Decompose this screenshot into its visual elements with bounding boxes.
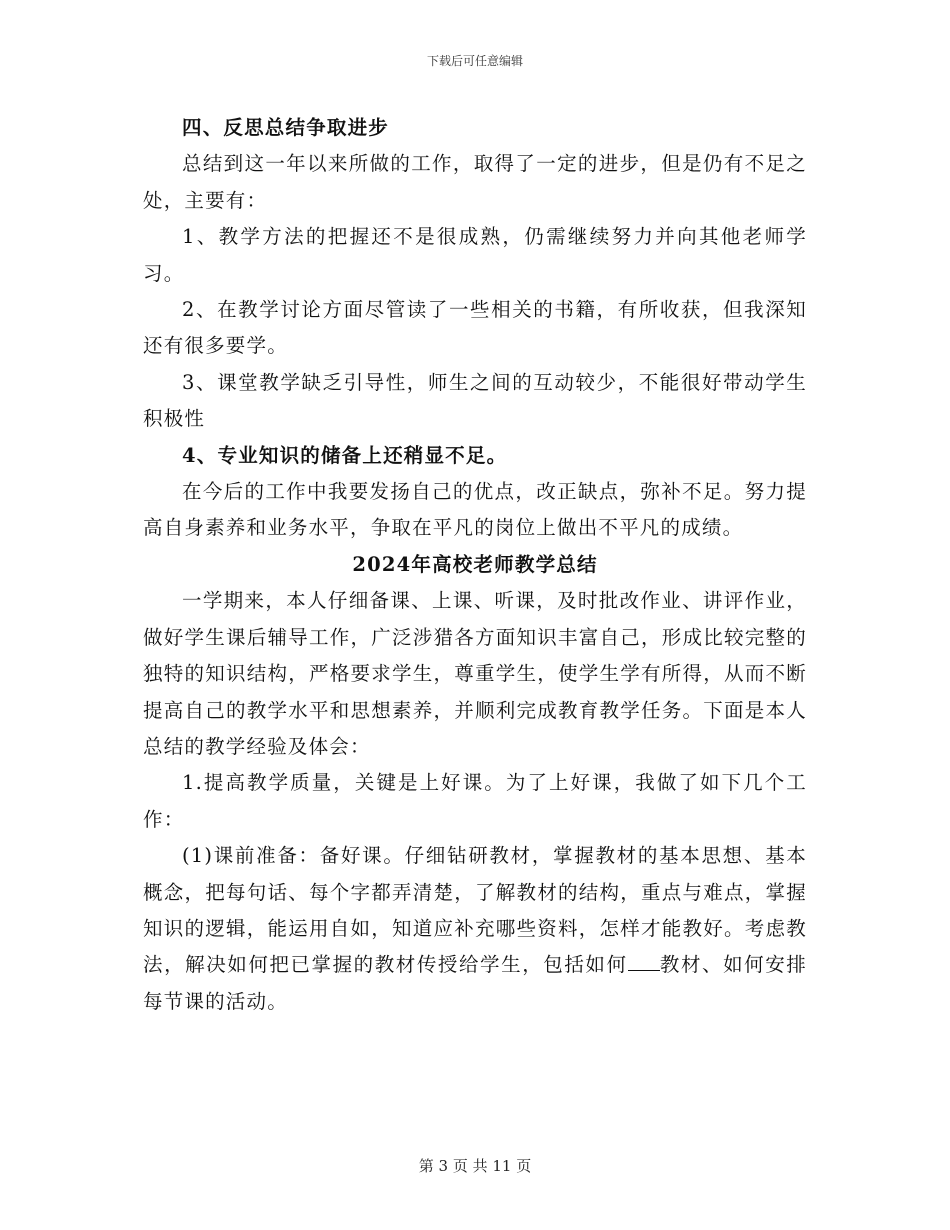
page-header-note: 下载后可任意编辑 bbox=[426, 54, 523, 68]
list-item-1: 1、教学方法的把握还不是很成熟，仍需继续努力并向其他老师学习。 bbox=[143, 225, 807, 285]
paragraph: 一学期来，本人仔细备课、上课、听课，及时批改作业、讲评作业，做好学生课后辅导工作，广泛涉猎各方面知识丰富自己，形成比较完整的独特的知识结构，严格要求学生，尊重学生，使学生学有所得，从而不断提高自己的教学水平和思想素养，并顺利完成教育教学任务。下面是本人总结的教学经验及体会： bbox=[143, 589, 807, 758]
fill-in-blank bbox=[628, 956, 660, 971]
paragraph: 1.提高教学质量，关键是上好课。为了上好课，我做了如下几个工作： bbox=[143, 771, 807, 831]
paragraph: 总结到这一年以来所做的工作，取得了一定的进步，但是仍有不足之处，主要有： bbox=[143, 152, 807, 212]
page-number: 第 3 页 共 11 页 bbox=[418, 1157, 532, 1175]
paragraph-text: (1)课前准备：备好课。仔细钻研教材，掌握教材的基本思想、基本概念，把每句话、每个字都弄清楚，了解教材的结构，重点与难点，掌握知识的逻辑，能运用自如，知道应补充哪些资料，怎样才能教好。考虑教法，解决如何把已掌握的教材传授给学生，包括如何 bbox=[143, 844, 807, 977]
list-item-2: 2、在教学讨论方面尽管读了一些相关的书籍，有所收获，但我深知还有很多要学。 bbox=[143, 298, 807, 358]
list-item-4: 4、专业知识的储备上还稍显不足。 bbox=[182, 443, 508, 467]
section-heading-4: 四、反思总结争取进步 bbox=[182, 116, 390, 139]
list-item-3: 3、课堂教学缺乏引导性，师生之间的互动较少，不能很好带动学生积极性 bbox=[143, 370, 807, 431]
document-title: 2024年高校老师教学总结 bbox=[352, 552, 598, 576]
paragraph-with-blank bbox=[143, 838, 807, 1020]
document-body bbox=[143, 110, 807, 1020]
paragraph-text-end: 教材、如何安排每节课的活动。 bbox=[143, 953, 807, 1013]
paragraph: 在今后的工作中我要发扬自己的优点，改正缺点，弥补不足。努力提高自身素养和业务水平，争取在平凡的岗位上做出不平凡的成绩。 bbox=[143, 480, 807, 540]
